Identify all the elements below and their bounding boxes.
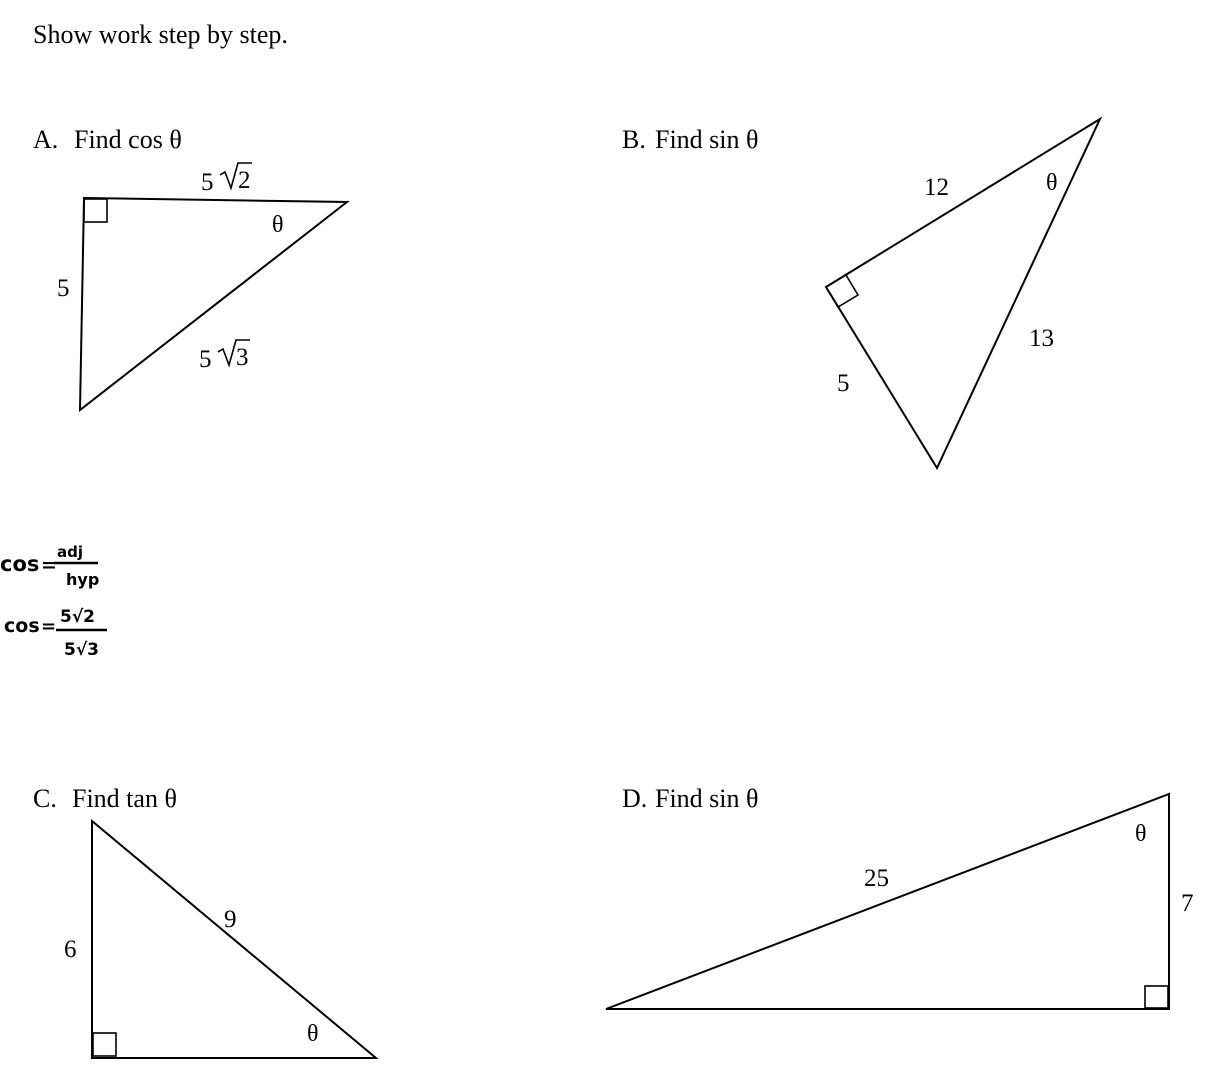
side-d-right: 7	[1181, 890, 1194, 917]
triangle-c	[92, 821, 376, 1058]
side-d-hyp: 25	[864, 865, 889, 892]
work-line-1-denominator: hyp	[66, 570, 100, 589]
right-angle-marker-d	[1145, 986, 1168, 1008]
side-a-hyp-coefficient: 5	[199, 346, 212, 373]
side-b-lower-left: 5	[837, 370, 850, 397]
triangle-b	[826, 119, 1100, 468]
problem-b-prompt: Find sin θ	[655, 125, 759, 154]
theta-label-b: θ	[1046, 170, 1058, 196]
work-line-2-equals: =	[41, 616, 57, 637]
problem-d-prompt: Find sin θ	[655, 784, 759, 813]
side-a-hyp-radicand: 3	[236, 344, 249, 371]
problem-c-label: C.	[33, 784, 57, 813]
problem-c	[33, 784, 376, 1058]
work-line-2-denominator: 5√3	[64, 640, 99, 660]
work-line-1-numerator: adj	[57, 543, 84, 561]
problem-d	[606, 784, 1194, 1009]
side-c-hyp: 9	[224, 906, 237, 933]
right-angle-marker-b	[826, 275, 858, 307]
theta-label-a: θ	[272, 212, 284, 238]
problem-a-label: A.	[33, 125, 59, 154]
theta-label-d: θ	[1135, 821, 1147, 847]
problem-d-label: D.	[622, 784, 648, 813]
theta-label-c: θ	[307, 1021, 319, 1047]
problem-a-prompt: Find cos θ	[74, 125, 182, 154]
instructions-text: Show work step by step.	[33, 20, 288, 49]
side-a-top-coefficient: 5	[201, 169, 214, 196]
side-b-hyp: 13	[1029, 325, 1054, 352]
side-a-top-radicand: 2	[238, 167, 251, 194]
problem-b	[622, 119, 1100, 468]
student-work	[0, 543, 107, 660]
problem-a	[33, 125, 347, 410]
triangle-d	[606, 794, 1169, 1009]
work-line-2-func: cos	[4, 615, 40, 637]
right-angle-marker-c	[93, 1033, 116, 1056]
side-c-left: 6	[64, 936, 77, 963]
problem-b-label: B.	[622, 125, 646, 154]
work-line-2-numerator: 5√2	[60, 607, 95, 627]
problem-c-prompt: Find tan θ	[72, 784, 177, 813]
work-line-1-func: cos	[0, 552, 40, 576]
side-b-upper: 12	[924, 174, 949, 201]
work-line-2	[4, 607, 107, 660]
work-line-1-equals: =	[41, 554, 57, 576]
right-angle-marker-a	[84, 199, 107, 222]
side-a-left: 5	[57, 275, 70, 302]
triangle-a	[80, 198, 347, 410]
work-line-1	[0, 543, 99, 589]
